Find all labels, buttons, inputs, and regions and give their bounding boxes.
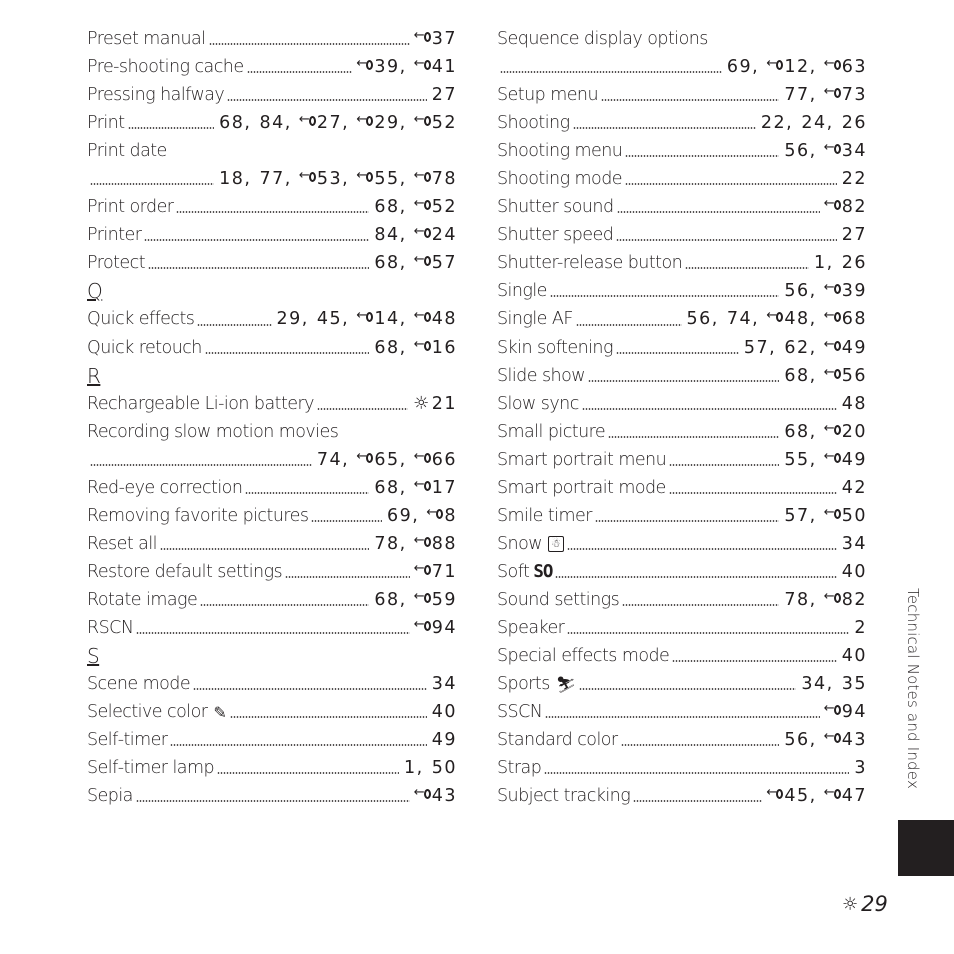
index-term: Single <box>497 281 547 302</box>
dot-leader <box>136 632 409 634</box>
index-entry <box>497 642 867 670</box>
reference-section-icon <box>415 620 431 634</box>
dot-leader <box>317 408 408 410</box>
index-entry <box>497 390 867 418</box>
reference-section-icon <box>427 508 443 522</box>
page-references: 68, ←17 <box>374 478 457 498</box>
page-references: 56, ←39 <box>784 281 867 301</box>
reference-section-icon <box>357 59 373 73</box>
page-references: ← 82 <box>825 197 867 217</box>
index-term: Standard color <box>497 730 618 751</box>
dot-leader <box>193 688 427 690</box>
dot-leader <box>209 43 410 45</box>
page-references: 68, ←59 <box>374 590 457 610</box>
index-entry <box>497 782 867 810</box>
reference-section-icon <box>415 788 431 802</box>
index-entry <box>87 530 457 558</box>
index-entry <box>497 418 867 446</box>
reference-section-icon <box>825 283 841 297</box>
page-references: ← 37 <box>415 29 457 49</box>
index-term: Shutter-release button <box>497 253 683 274</box>
index-term: Quick retouch <box>87 337 202 358</box>
dot-leader <box>672 660 836 662</box>
index-entry <box>497 53 867 81</box>
reference-section-icon <box>415 171 431 185</box>
reference-section-icon <box>415 255 431 269</box>
reference-section-icon <box>357 452 373 466</box>
page-references: 68, ←20 <box>784 422 867 442</box>
dot-leader <box>622 604 779 606</box>
index-entry <box>87 334 457 362</box>
index-entry <box>497 446 867 474</box>
index-term: Smart portrait mode <box>497 477 666 498</box>
index-term: Rotate image <box>87 589 198 610</box>
reference-section-icon <box>357 115 373 129</box>
index-term: Print <box>87 113 125 134</box>
reference-section-icon <box>825 311 841 325</box>
index-entry <box>497 558 867 586</box>
index-entry <box>497 137 867 165</box>
dot-leader <box>90 464 312 466</box>
reference-section-icon <box>357 171 373 185</box>
index-entry <box>87 25 457 53</box>
page-references: ← 94 <box>415 618 457 638</box>
section-tab-marker <box>898 820 954 876</box>
dot-leader <box>669 492 837 494</box>
index-term: Print date <box>87 141 167 162</box>
reference-section-icon <box>825 199 841 213</box>
dot-leader <box>567 632 849 634</box>
index-entry <box>87 670 457 698</box>
index-entry <box>497 221 867 249</box>
reference-section-icon <box>415 31 431 45</box>
page-references: 68, 84, ←27, ←29, ←52 <box>219 113 457 133</box>
reference-section-icon <box>767 311 783 325</box>
index-entry <box>87 193 457 221</box>
index-term: Special effects mode <box>497 646 670 667</box>
page-references: 18, 77, ←53, ←55, ←78 <box>219 169 457 189</box>
index-term: Setup menu <box>497 85 598 106</box>
index-term: S <box>87 644 100 669</box>
reference-section-icon <box>415 564 431 578</box>
dot-leader <box>144 239 369 241</box>
page-references: 27 <box>431 85 457 106</box>
index-entry <box>87 221 457 249</box>
index-term: Quick effects <box>87 309 195 330</box>
reference-section-icon <box>300 171 316 185</box>
reference-section-icon <box>415 59 431 73</box>
page-references: ← 94 <box>825 702 867 722</box>
page-references: 56, ←43 <box>784 730 867 750</box>
index-term: Subject tracking <box>497 786 631 807</box>
index-entry <box>497 586 867 614</box>
index-term: Snow <box>497 533 543 554</box>
reference-section-icon <box>825 592 841 606</box>
index-entry <box>87 726 457 754</box>
index-entry <box>497 614 867 642</box>
technical-notes-icon: ☼ <box>413 393 431 415</box>
section-side-label: Technical Notes and Index <box>904 588 922 790</box>
reference-section-icon <box>357 311 373 325</box>
reference-section-icon <box>825 452 841 466</box>
page-references: 3 <box>854 758 867 779</box>
index-entry <box>87 249 457 277</box>
reference-section-icon <box>415 592 431 606</box>
dot-leader <box>148 267 369 269</box>
index-entry <box>497 193 867 221</box>
dot-leader <box>567 548 837 550</box>
index-entry <box>87 53 457 81</box>
dot-leader <box>247 71 353 73</box>
dot-leader <box>582 408 837 410</box>
page-references: 68, ←56 <box>784 366 867 386</box>
index-entry <box>87 502 457 530</box>
dot-leader <box>170 744 426 746</box>
index-term: Protect <box>87 253 146 274</box>
index-term: Reset all <box>87 533 157 554</box>
index-entry <box>497 362 867 390</box>
page-references: 40 <box>841 646 867 667</box>
index-entry <box>497 25 867 53</box>
dot-leader <box>633 800 762 802</box>
reference-section-icon <box>415 227 431 241</box>
reference-section-icon <box>300 115 316 129</box>
index-term: Removing favorite pictures <box>87 505 309 526</box>
dot-leader <box>617 211 820 213</box>
index-term: SSCN <box>497 702 543 723</box>
index-entry <box>497 81 867 109</box>
page-references: 78, ←82 <box>784 590 867 610</box>
soft-mode-icon: SO <box>533 561 553 582</box>
dot-leader <box>500 71 722 73</box>
page-references: 49 <box>431 730 457 751</box>
reference-section-icon <box>415 115 431 129</box>
page-references: 68, ←57 <box>374 253 457 273</box>
index-term: Shooting menu <box>497 141 623 162</box>
dot-leader <box>576 324 682 326</box>
dot-leader <box>136 800 410 802</box>
reference-section-icon <box>825 424 841 438</box>
index-entry <box>87 165 457 193</box>
page-references: ☼21 <box>413 393 457 415</box>
index-term: Selective color <box>87 702 208 723</box>
index-term: Self-timer lamp <box>87 758 214 779</box>
page-references: 34 <box>841 533 867 554</box>
page-references: 78, ←88 <box>374 534 457 554</box>
reference-section-icon <box>415 480 431 494</box>
dot-leader <box>550 295 779 297</box>
index-entry <box>87 782 457 810</box>
reference-section-icon <box>825 59 841 73</box>
index-entry <box>87 586 457 614</box>
index-term: Sequence display options <box>497 29 708 50</box>
page-references: 48 <box>841 393 867 414</box>
page-references: ← 45, ←47 <box>767 786 867 806</box>
reference-section-icon <box>767 788 783 802</box>
index-entry <box>497 165 867 193</box>
index-term: Scene mode <box>87 674 191 695</box>
page-references: 74, ←65, ←66 <box>317 450 457 470</box>
dot-leader <box>544 772 849 774</box>
page-references: ← 43 <box>415 786 457 806</box>
page-references: 68, ←52 <box>374 197 457 217</box>
reference-section-icon <box>415 452 431 466</box>
index-term: Printer <box>87 225 142 246</box>
page-references: 40 <box>841 561 867 582</box>
index-term: RSCN <box>87 618 134 638</box>
dot-leader <box>230 716 427 718</box>
page-references: 57, 62, ←49 <box>744 338 867 358</box>
page-references: ← 71 <box>415 562 457 582</box>
index-term: Smile timer <box>497 505 592 526</box>
dot-leader <box>176 211 369 213</box>
reference-section-icon <box>825 87 841 101</box>
page-references: 22 <box>841 169 867 190</box>
index-entry <box>497 670 867 698</box>
dot-leader <box>685 267 809 269</box>
index-term: Self-timer <box>87 730 168 751</box>
page-references: 22, 24, 26 <box>760 113 867 134</box>
index-entry <box>87 418 457 446</box>
technical-notes-icon: ☼ <box>842 893 859 915</box>
reference-section-icon <box>415 311 431 325</box>
dot-leader <box>217 772 399 774</box>
dot-leader <box>128 127 215 129</box>
dot-leader <box>545 716 819 718</box>
dot-leader <box>311 520 382 522</box>
reference-section-icon <box>415 199 431 213</box>
index-entry <box>87 305 457 333</box>
sports-mode-icon: ⛷ <box>555 674 577 694</box>
page-references: 57, ←50 <box>784 506 867 526</box>
page-references: 34 <box>431 674 457 695</box>
dot-leader <box>616 239 836 241</box>
dot-leader <box>616 352 739 354</box>
page-references: 34, 35 <box>801 674 867 695</box>
dot-leader <box>227 99 427 101</box>
reference-section-icon <box>825 508 841 522</box>
dot-leader <box>625 155 779 157</box>
index-term: Slow sync <box>497 393 579 414</box>
index-entry <box>497 530 867 558</box>
index-entry <box>87 474 457 502</box>
index-term: Pressing halfway <box>87 85 225 106</box>
reference-section-icon <box>825 143 841 157</box>
index-term: Shutter speed <box>497 225 614 246</box>
dot-leader <box>573 127 756 129</box>
reference-section-icon <box>825 368 841 382</box>
index-term: Single AF <box>497 309 573 330</box>
index-term: Smart portrait menu <box>497 449 667 470</box>
page-number-value: 29 <box>861 892 888 916</box>
index-entry <box>497 474 867 502</box>
index-entry <box>497 249 867 277</box>
dot-leader <box>588 380 779 382</box>
page-references: 42 <box>841 477 867 498</box>
index-entry <box>87 754 457 782</box>
reference-section-icon <box>825 732 841 746</box>
index-letter-heading <box>87 642 457 670</box>
page-references: ← 39, ←41 <box>357 57 457 77</box>
index-entry <box>87 390 457 418</box>
snow-mode-icon: ☃ <box>548 536 564 552</box>
index-term: Speaker <box>497 618 565 638</box>
reference-section-icon <box>825 788 841 802</box>
index-term: R <box>87 363 101 388</box>
dot-leader <box>245 492 369 494</box>
index-entry <box>87 137 457 165</box>
reference-section-icon <box>767 59 783 73</box>
index-term: Sound settings <box>497 589 620 610</box>
dot-leader <box>625 183 837 185</box>
page-references: 1, 50 <box>403 758 457 779</box>
reference-section-icon <box>415 340 431 354</box>
page-references: 40 <box>431 702 457 723</box>
index-entry <box>497 726 867 754</box>
page-references: 69, ←12, ←63 <box>727 57 867 77</box>
index-term: Preset manual <box>87 29 206 50</box>
index-entry <box>497 305 867 333</box>
index-term: Pre-shooting cache <box>87 57 244 78</box>
index-term: Soft <box>497 561 530 582</box>
index-column-right <box>497 25 867 810</box>
page-references: 56, 74, ←48, ←68 <box>687 309 868 329</box>
dot-leader <box>160 548 369 550</box>
page-references: 27 <box>841 225 867 246</box>
dot-leader <box>595 520 779 522</box>
index-term: Sports <box>497 674 550 695</box>
reference-section-icon <box>825 340 841 354</box>
dot-leader <box>200 604 369 606</box>
index-entry <box>497 334 867 362</box>
dot-leader <box>197 324 271 326</box>
index-term: Shooting mode <box>497 169 622 190</box>
page-references: 69, ←8 <box>387 506 457 526</box>
index-term: Q <box>87 279 103 304</box>
index-entry <box>87 614 457 642</box>
selective-color-icon: ✎ <box>213 702 227 722</box>
index-term: Print order <box>87 197 174 218</box>
page-references: 29, 45, ←14, ←48 <box>277 309 458 329</box>
index-term: Small picture <box>497 421 606 442</box>
index-entry <box>497 109 867 137</box>
page-references: 56, ←34 <box>784 141 867 161</box>
page-references: 2 <box>854 618 867 638</box>
dot-leader <box>90 183 214 185</box>
dot-leader <box>608 436 779 438</box>
dot-leader <box>285 576 410 578</box>
page-references: 1, 26 <box>813 253 867 274</box>
dot-leader <box>621 744 780 746</box>
index-term: Sepia <box>87 786 133 807</box>
index-term: Skin softening <box>497 337 613 358</box>
index-entry <box>497 754 867 782</box>
index-term: Rechargeable Li-ion battery <box>87 393 314 414</box>
index-entry <box>87 109 457 137</box>
index-letter-heading <box>87 277 457 305</box>
reference-section-icon <box>415 536 431 550</box>
page-references: 77, ←73 <box>784 85 867 105</box>
index-term: Red-eye correction <box>87 477 243 498</box>
dot-leader <box>579 688 796 690</box>
index-entry <box>87 81 457 109</box>
page-references: 84, ←24 <box>374 225 457 245</box>
index-entry <box>497 502 867 530</box>
index-term: Slide show <box>497 365 585 386</box>
index-column-left <box>87 25 457 810</box>
index-term: Recording slow motion movies <box>87 421 339 442</box>
dot-leader <box>555 576 836 578</box>
page-number <box>842 892 888 916</box>
index-term: Restore default settings <box>87 561 283 582</box>
index-entry <box>87 558 457 586</box>
dot-leader <box>669 464 779 466</box>
dot-leader <box>205 352 369 354</box>
index-term: Shooting <box>497 113 570 134</box>
index-entry <box>497 698 867 726</box>
reference-section-icon <box>825 704 841 718</box>
index-entry <box>87 446 457 474</box>
index-term: Shutter sound <box>497 197 614 218</box>
dot-leader <box>601 99 779 101</box>
index-entry <box>497 277 867 305</box>
index-letter-heading <box>87 362 457 390</box>
index-term: Strap <box>497 758 542 779</box>
page-references: 55, ←49 <box>784 450 867 470</box>
page-references: 68, ←16 <box>374 338 457 358</box>
index-entry <box>87 698 457 726</box>
